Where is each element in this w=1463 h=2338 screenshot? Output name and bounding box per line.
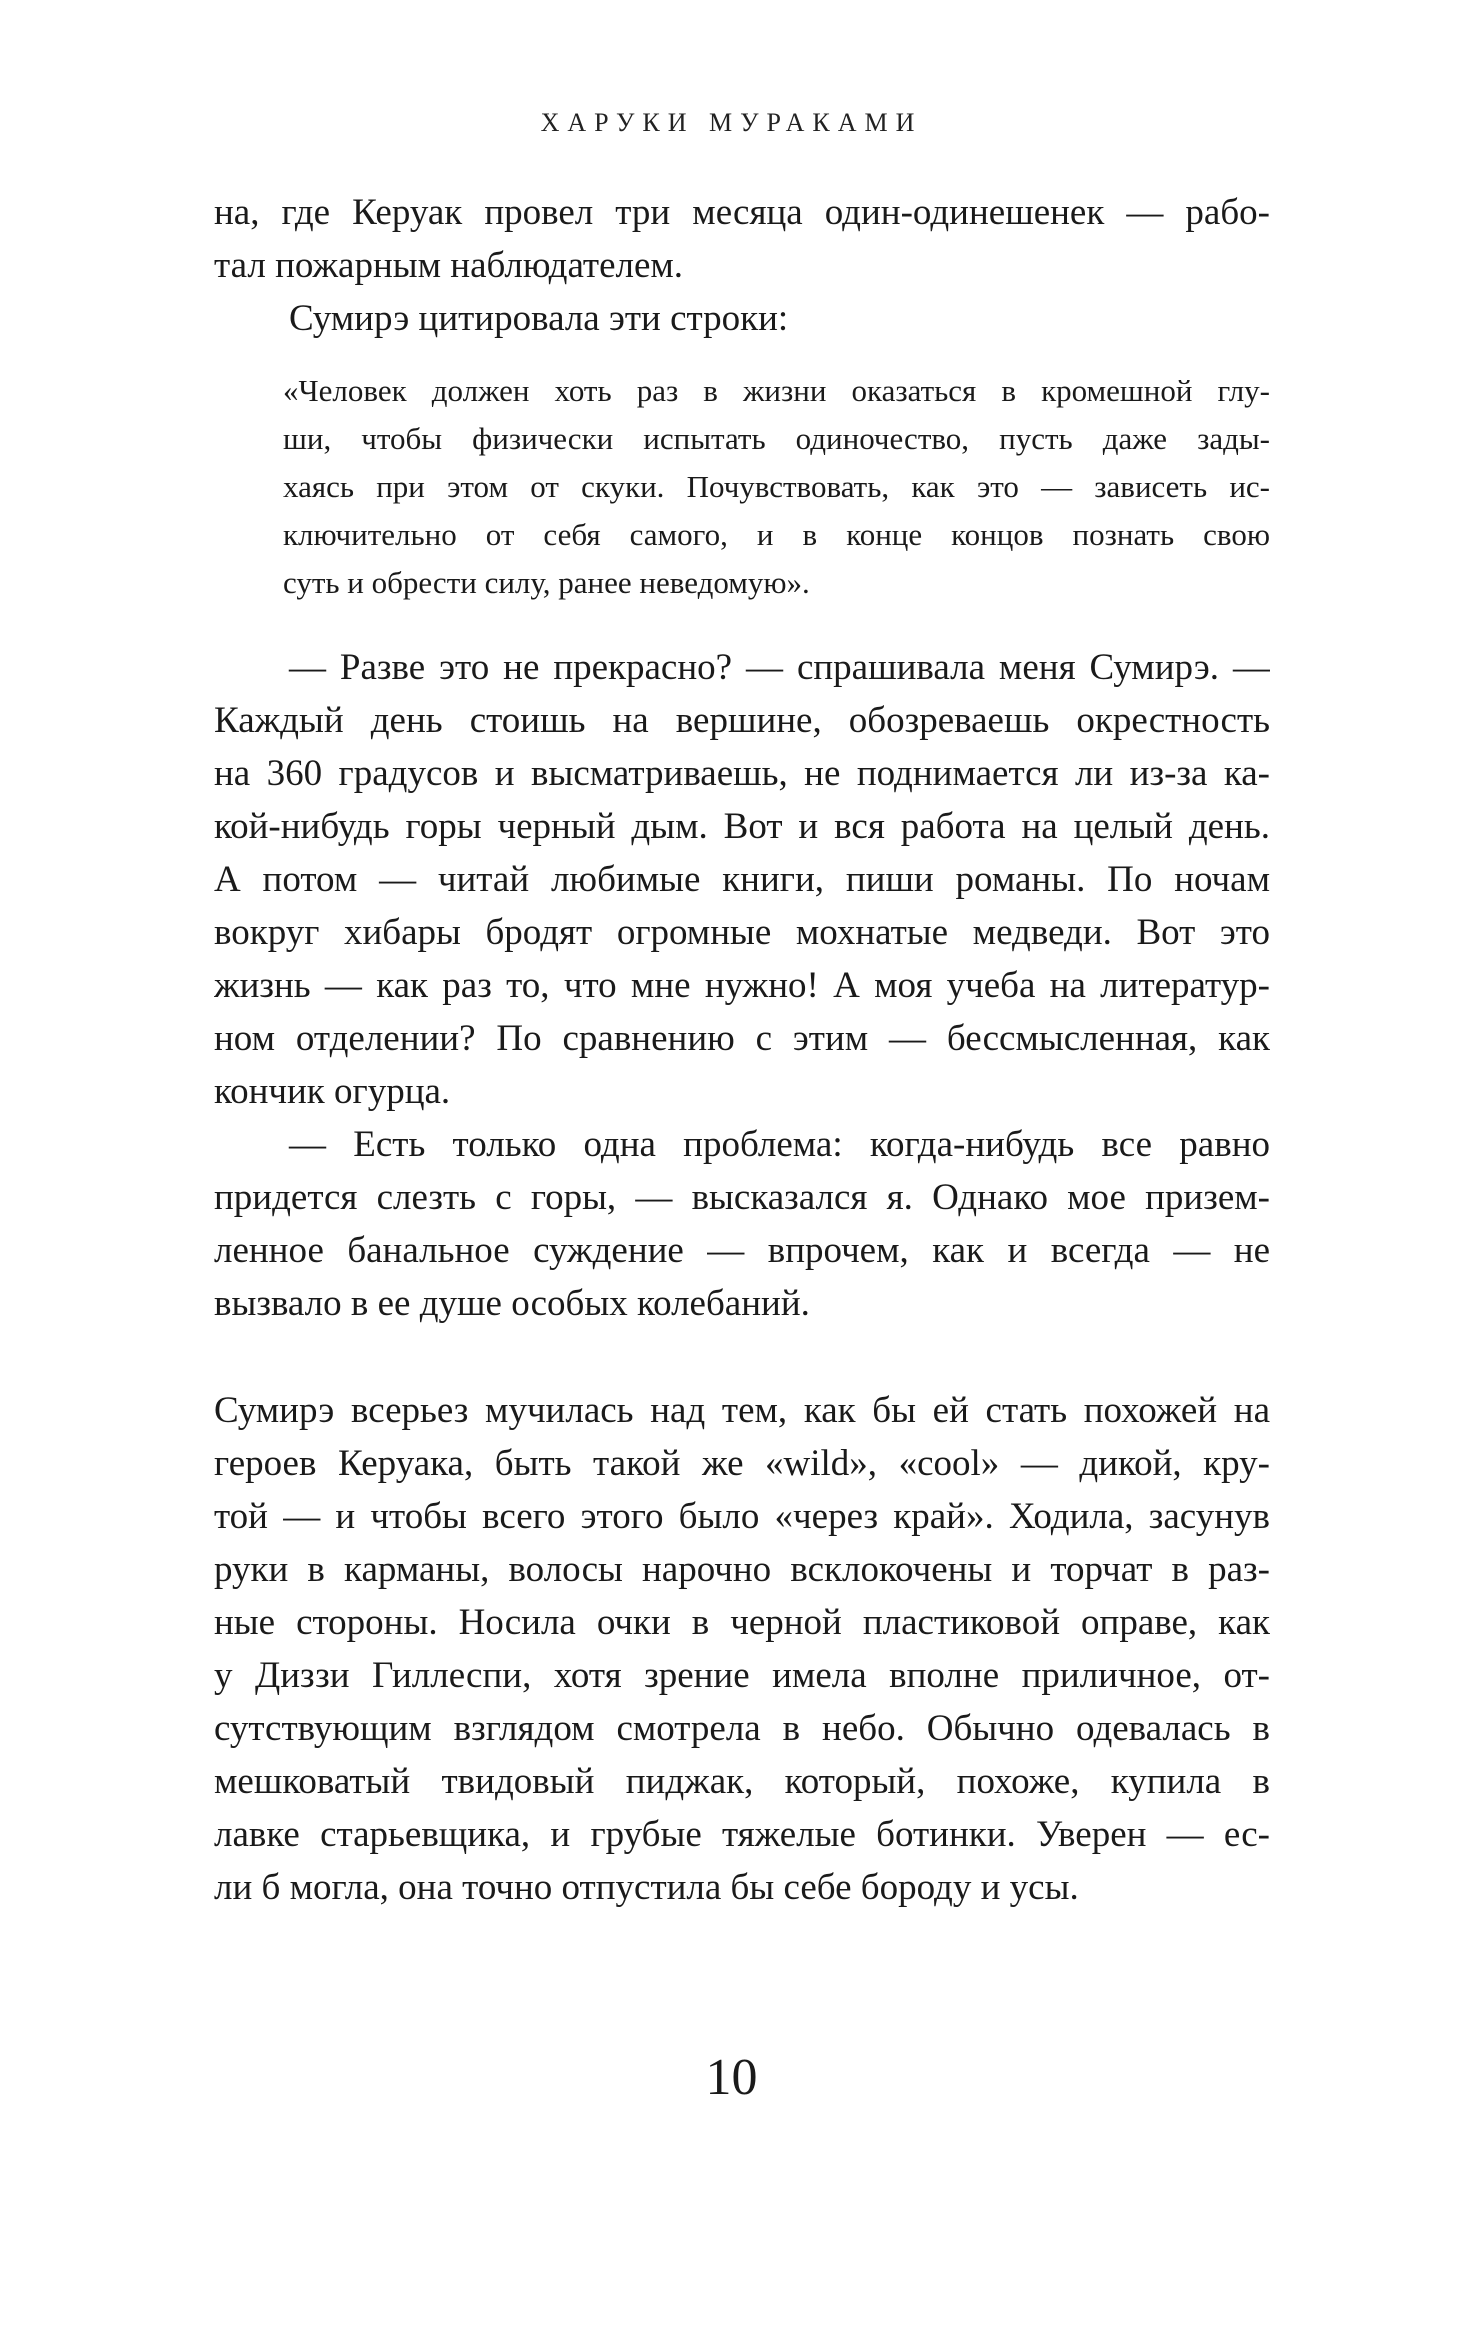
text-line: тал пожарным наблюдателем. [214, 245, 684, 286]
paragraph [214, 641, 1270, 1118]
text-line: ленное банальное суждение — впрочем, как и всегда — не [214, 1230, 1270, 1271]
page-number: 10 [705, 2049, 758, 2106]
body-text [214, 186, 1270, 1914]
text-line: — Разве это не прекрасно? — спрашивала меня Сумирэ. — [289, 647, 1270, 688]
text-line: кончик огурца. [214, 1071, 451, 1112]
text-line: придется слезть с горы, — высказался я. Однако мое призем- [214, 1177, 1270, 1218]
text-line: той — и чтобы всего этого было «через край». Ходила, засунув [214, 1496, 1270, 1537]
quote-line: хаясь при этом от скуки. Почувствовать, как это — зависеть ис- [283, 469, 1270, 504]
text-line: на 360 градусов и высматриваешь, не поднимается ли из-за ка- [214, 753, 1270, 794]
section-break [214, 1330, 1270, 1384]
quote-line: суть и обрести силу, ранее неведомую». [283, 565, 810, 600]
text-line: у Диззи Гиллеспи, хотя зрение имела вполне приличное, от- [214, 1655, 1270, 1696]
paragraph [214, 1118, 1270, 1330]
text-line: жизнь — как раз то, что мне нужно! А моя учеба на литератур- [214, 965, 1270, 1006]
block-quote [214, 367, 1270, 607]
running-head: ХАРУКИ МУРАКАМИ [540, 108, 923, 137]
text-line: А потом — читай любимые книги, пиши романы. По ночам [214, 859, 1270, 900]
text-line: Сумирэ цитировала эти строки: [289, 298, 789, 339]
quote-line: ши, чтобы физически испытать одиночество, пусть даже зады- [283, 421, 1270, 456]
quote-line: «Человек должен хоть раз в жизни оказаться в кромешной глу- [283, 373, 1270, 408]
text-line: ли б могла, она точно отпустила бы себе бороду и усы. [214, 1867, 1079, 1908]
text-line: Каждый день стоишь на вершине, обозреваешь окрестность [214, 700, 1270, 741]
text-line: кой-нибудь горы черный дым. Вот и вся работа на целый день. [214, 806, 1270, 847]
text-line: вокруг хибары бродят огромные мохнатые медведи. Вот это [214, 912, 1270, 953]
paragraph [214, 186, 1270, 292]
text-line: героев Керуака, быть такой же «wild», «cool» — дикой, кру- [214, 1443, 1270, 1484]
quote-line: ключительно от себя самого, и в конце концов познать свою [283, 517, 1270, 552]
text-line: на, где Керуак провел три месяца один-одинешенек — рабо- [214, 192, 1270, 233]
text-line: лавке старьевщика, и грубые тяжелые ботинки. Уверен — ес- [214, 1814, 1270, 1855]
paragraph [214, 1384, 1270, 1914]
text-line: ном отделении? По сравнению с этим — бессмысленная, как [214, 1018, 1270, 1059]
text-line: — Есть только одна проблема: когда-нибудь все равно [289, 1124, 1270, 1165]
text-line: ные стороны. Носила очки в черной пластиковой оправе, как [214, 1602, 1270, 1643]
text-line: вызвало в ее душе особых колебаний. [214, 1283, 810, 1324]
text-line: сутствующим взглядом смотрела в небо. Обычно одевалась в [214, 1708, 1270, 1749]
paragraph [214, 292, 1270, 345]
text-line: мешковатый твидовый пиджак, который, похоже, купила в [214, 1761, 1270, 1802]
text-line: Сумирэ всерьез мучилась над тем, как бы ей стать похожей на [214, 1390, 1270, 1431]
text-line: руки в карманы, волосы нарочно всклокочены и торчат в раз- [214, 1549, 1270, 1590]
